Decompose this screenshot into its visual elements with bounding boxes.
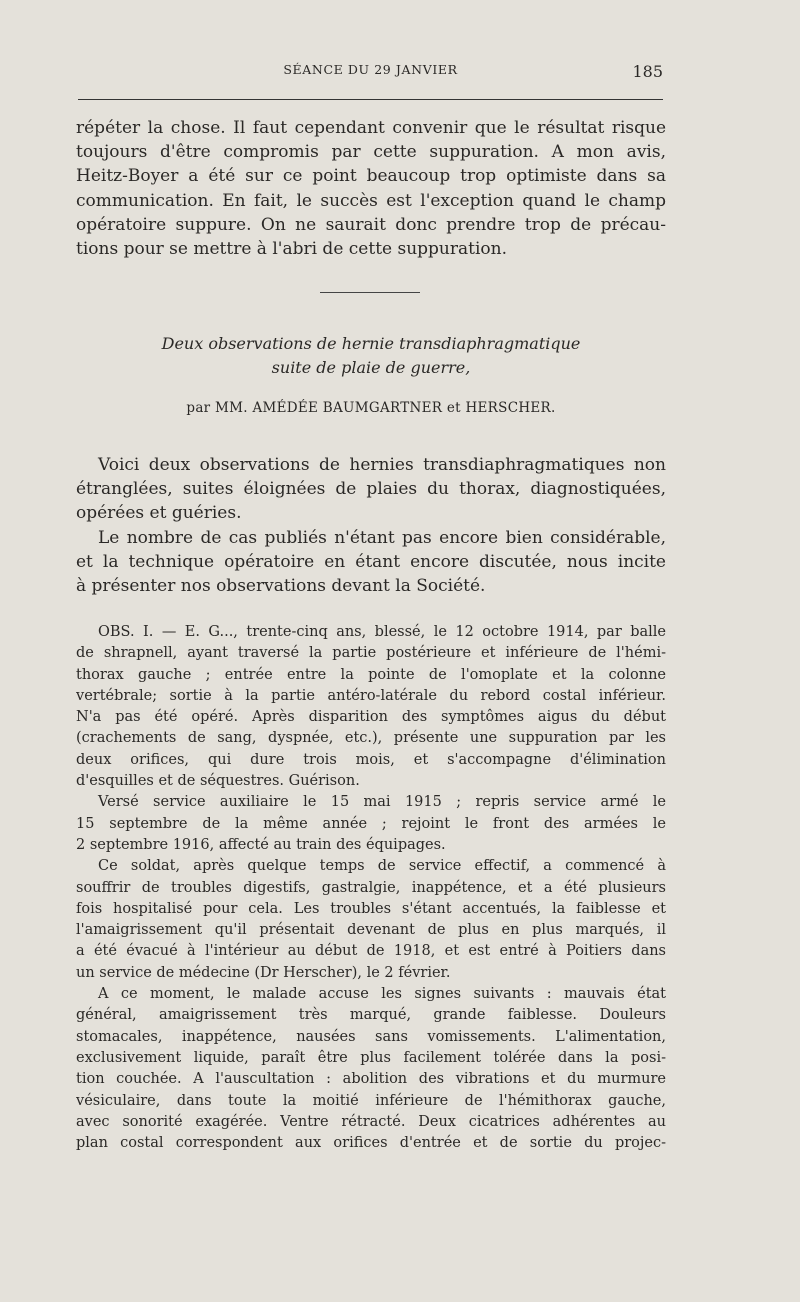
text-line: fois hospitalisé pour cela. Les troubles s'étant accentués, la faiblesse et (76, 900, 666, 917)
text-line: avec sonorité exagérée. Ventre rétracté. Deux cicatrices adhérentes au (76, 1113, 666, 1130)
intro-paragraph (76, 116, 666, 261)
text-line: à présenter nos observations devant la Société. (76, 576, 486, 597)
body-paragraph-large (76, 453, 666, 598)
text-line: étranglées, suites éloignées de plaies du thorax, diagnostiquées, (76, 479, 666, 500)
text-line: un service de médecine (Dr Herscher), le 2 février. (76, 964, 451, 981)
text-line: Le nombre de cas publiés n'étant pas encore bien considérable, (98, 527, 666, 548)
observation-text (76, 622, 666, 1154)
article-title-line2: suite de plaie de guerre, (271, 358, 471, 377)
article-authors: par MM. AMÉDÉE BAUMGARTNER et HERSCHER. (186, 400, 556, 416)
text-line: tions pour se mettre à l'abri de cette suppuration. (76, 239, 507, 260)
running-header (78, 62, 663, 86)
article-title (76, 332, 666, 380)
text-line: stomacales, inappétence, nausées sans vomissements. L'alimentation, (76, 1028, 666, 1045)
text-line: opératoire suppure. On ne saurait donc prendre trop de précau- (76, 214, 666, 235)
running-title: SÉANCE DU 29 JANVIER (283, 62, 458, 77)
text-line: vertébrale; sortie à la partie antéro-latérale du rebord costal inférieur. (76, 687, 666, 704)
text-line: de shrapnell, ayant traversé la partie postérieure et inférieure de l'hémi- (76, 645, 666, 662)
article-title-line1: Deux observations de hernie transdiaphragmatique (161, 334, 581, 353)
text-line: Voici deux observations de hernies transdiaphragmatiques non (98, 455, 666, 475)
text-line: 2 septembre 1916, affecté au train des équipages. (76, 836, 446, 853)
text-line: exclusivement liquide, paraît être plus facilement tolérée dans la posi- (76, 1049, 666, 1066)
text-line: d'esquilles et de séquestres. Guérison. (76, 773, 360, 790)
text-line: et la technique opératoire en étant encore discutée, nous incite (76, 551, 666, 572)
text-line: (crachements de sang, dyspnée, etc.), présente une suppuration par les (76, 730, 666, 747)
text-line: toujours d'être compromis par cette suppuration. A mon avis, (76, 142, 666, 163)
header-rule (78, 99, 663, 100)
text-line: 15 septembre de la même année ; rejoint le front des armées le (76, 815, 666, 832)
text-line: OBS. I. — E. G..., trente-cinq ans, blessé, le 12 octobre 1914, par balle (98, 624, 666, 640)
page-number: 185 (632, 62, 663, 81)
text-line: vésiculaire, dans toute la moitié inférieure de l'hémithorax gauche, (76, 1092, 666, 1109)
text-line: communication. En fait, le succès est l'exception quand le champ (76, 190, 666, 211)
text-line: deux orifices, qui dure trois mois, et s'accompagne d'élimination (76, 751, 666, 768)
text-line: Versé service auxiliaire le 15 mai 1915 ; repris service armé le (98, 794, 666, 811)
text-line: opérées et guéries. (76, 503, 242, 524)
text-line: Ce soldat, après quelque temps de service effectif, a commencé à (98, 858, 666, 875)
text-line: répéter la chose. Il faut cependant convenir que le résultat risque (76, 118, 666, 138)
text-line: Heitz-Boyer a été sur ce point beaucoup trop optimiste dans sa (76, 166, 666, 187)
text-line: tion couchée. A l'auscultation : abolition des vibrations et du murmure (76, 1071, 666, 1088)
text-line: thorax gauche ; entrée entre la pointe de l'omoplate et la colonne (76, 666, 666, 683)
text-line: souffrir de troubles digestifs, gastralgie, inappétence, et a été plusieurs (76, 879, 666, 896)
text-line: a été évacué à l'intérieur au début de 1918, et est entré à Poitiers dans (76, 943, 666, 960)
text-line: A ce moment, le malade accuse les signes suivants : mauvais état (98, 986, 666, 1003)
section-divider (320, 292, 420, 293)
text-line: général, amaigrissement très marqué, grande faiblesse. Douleurs (76, 1007, 666, 1024)
text-line: N'a pas été opéré. Après disparition des symptômes aigus du début (76, 709, 666, 726)
text-line: plan costal correspondent aux orifices d'entrée et de sortie du projec- (76, 1135, 666, 1152)
text-line: l'amaigrissement qu'il présentait devenant de plus en plus marqués, il (76, 922, 666, 939)
